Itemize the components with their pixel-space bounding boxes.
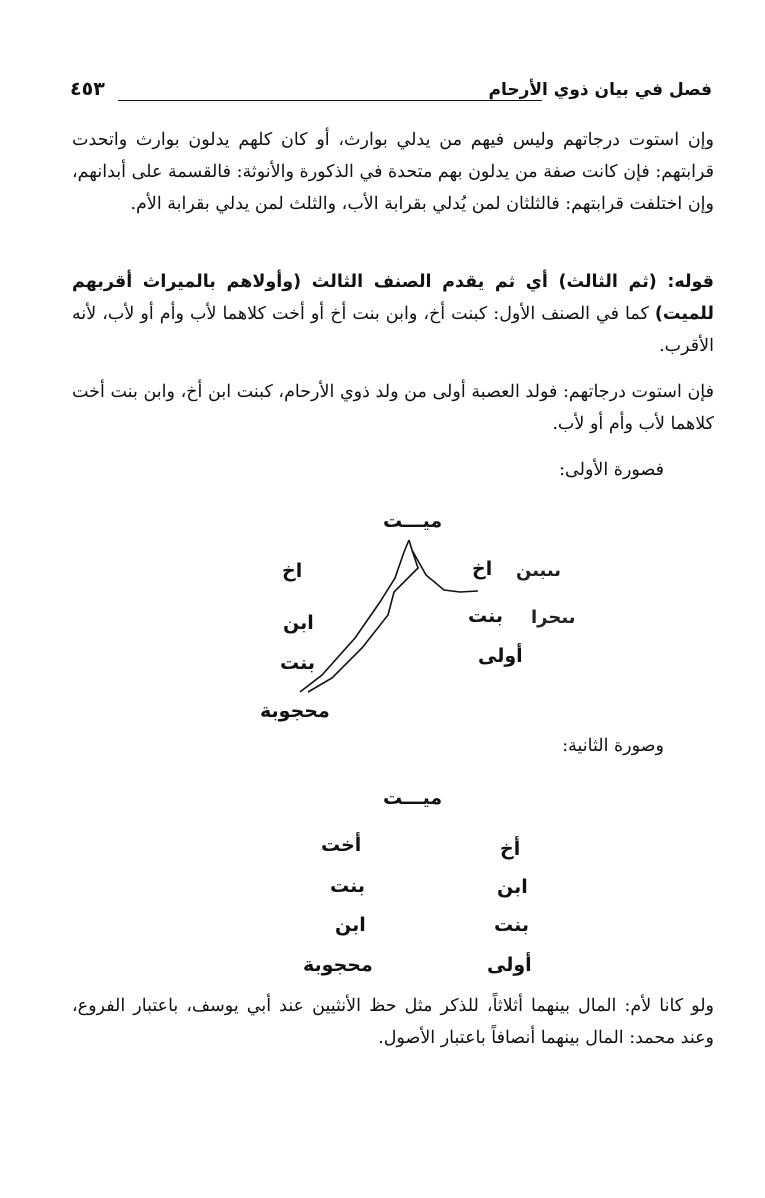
diagram-2-left-4: محجوبة	[303, 954, 373, 976]
diagram-2-right-4: أولى	[487, 954, 532, 976]
diagram-1-handwritten-note-1: ىىبىن	[516, 560, 561, 581]
diagram-1-root: ميـــت	[383, 510, 443, 532]
paragraph-4: ولو كانا لأم: المال بينهما أثلاثاً، للذكر مثل حظ الأنثيين عند أبي يوسف، باعتبار الفروع، وعند محمد: المال بينهما أنصافاً باعتبار الأصول.	[72, 996, 714, 1048]
paragraph-1: وإن استوت درجاتهم وليس فيهم من يدلي بوارث، أو كان كلهم يدلون بوارث واتحدت قرابتهم: فإن كانت صفة من يدلون بهم متحدة في الذكورة والأنوثة: فالقسمة على أبدانهم، وإن اختلفت قرابتهم: فالثلثان لمن يُدلي بقرابة الأب، والثلث لمن يدلي بقرابة الأم.	[72, 130, 714, 214]
diagram-1-caption: فصورة الأولى:	[559, 460, 664, 480]
diagram-1-left-2: ابن	[283, 612, 314, 634]
diagram-2-left-1: أخت	[321, 834, 362, 856]
diagram-1-left-3: بنت	[280, 652, 316, 674]
diagram-1-handwritten-note-2: ىىحرا	[531, 607, 576, 628]
diagram-2-right-2: ابن	[497, 876, 528, 898]
diagram-1-right-2: بنت	[468, 605, 504, 627]
diagram-2-left-2: بنت	[330, 875, 366, 897]
diagram-2-left-3: ابن	[335, 914, 366, 936]
paragraph-3: فإن استوت درجاتهم: فولد العصبة أولى من ولد ذوي الأرحام، كبنت ابن أخ، وابن بنت أخت كلاهما لأب وأم أو لأب.	[72, 382, 714, 434]
page-number: ٤٥٣	[70, 78, 105, 100]
diagram-1-left-1: اخ	[282, 560, 303, 582]
diagram-2-caption: وصورة الثانية:	[562, 736, 664, 756]
paragraph-2-lead: قوله: (ثم الثالث) أي ثم يقدم الصنف الثالث (وأولاهم بالميراث أقربهم للميت)	[72, 272, 714, 324]
diagram-2-root: ميـــت	[383, 787, 443, 809]
chapter-title: فصل في بيان ذوي الأرحام	[488, 80, 712, 100]
diagram-2-right-1: أخ	[500, 838, 521, 860]
diagram-1-left-4: محجوبة	[260, 700, 330, 722]
diagram-2-right-3: بنت	[494, 914, 530, 936]
diagram-1-right-1: اخ	[472, 558, 493, 580]
paragraph-2-rest: كما في الصنف الأول: كبنت أخ، وابن بنت أخ أو أخت كلاهما لأب وأم أو لأب، لأنه الأقرب.	[72, 304, 714, 356]
diagram-1-right-3: أولى	[478, 645, 523, 667]
